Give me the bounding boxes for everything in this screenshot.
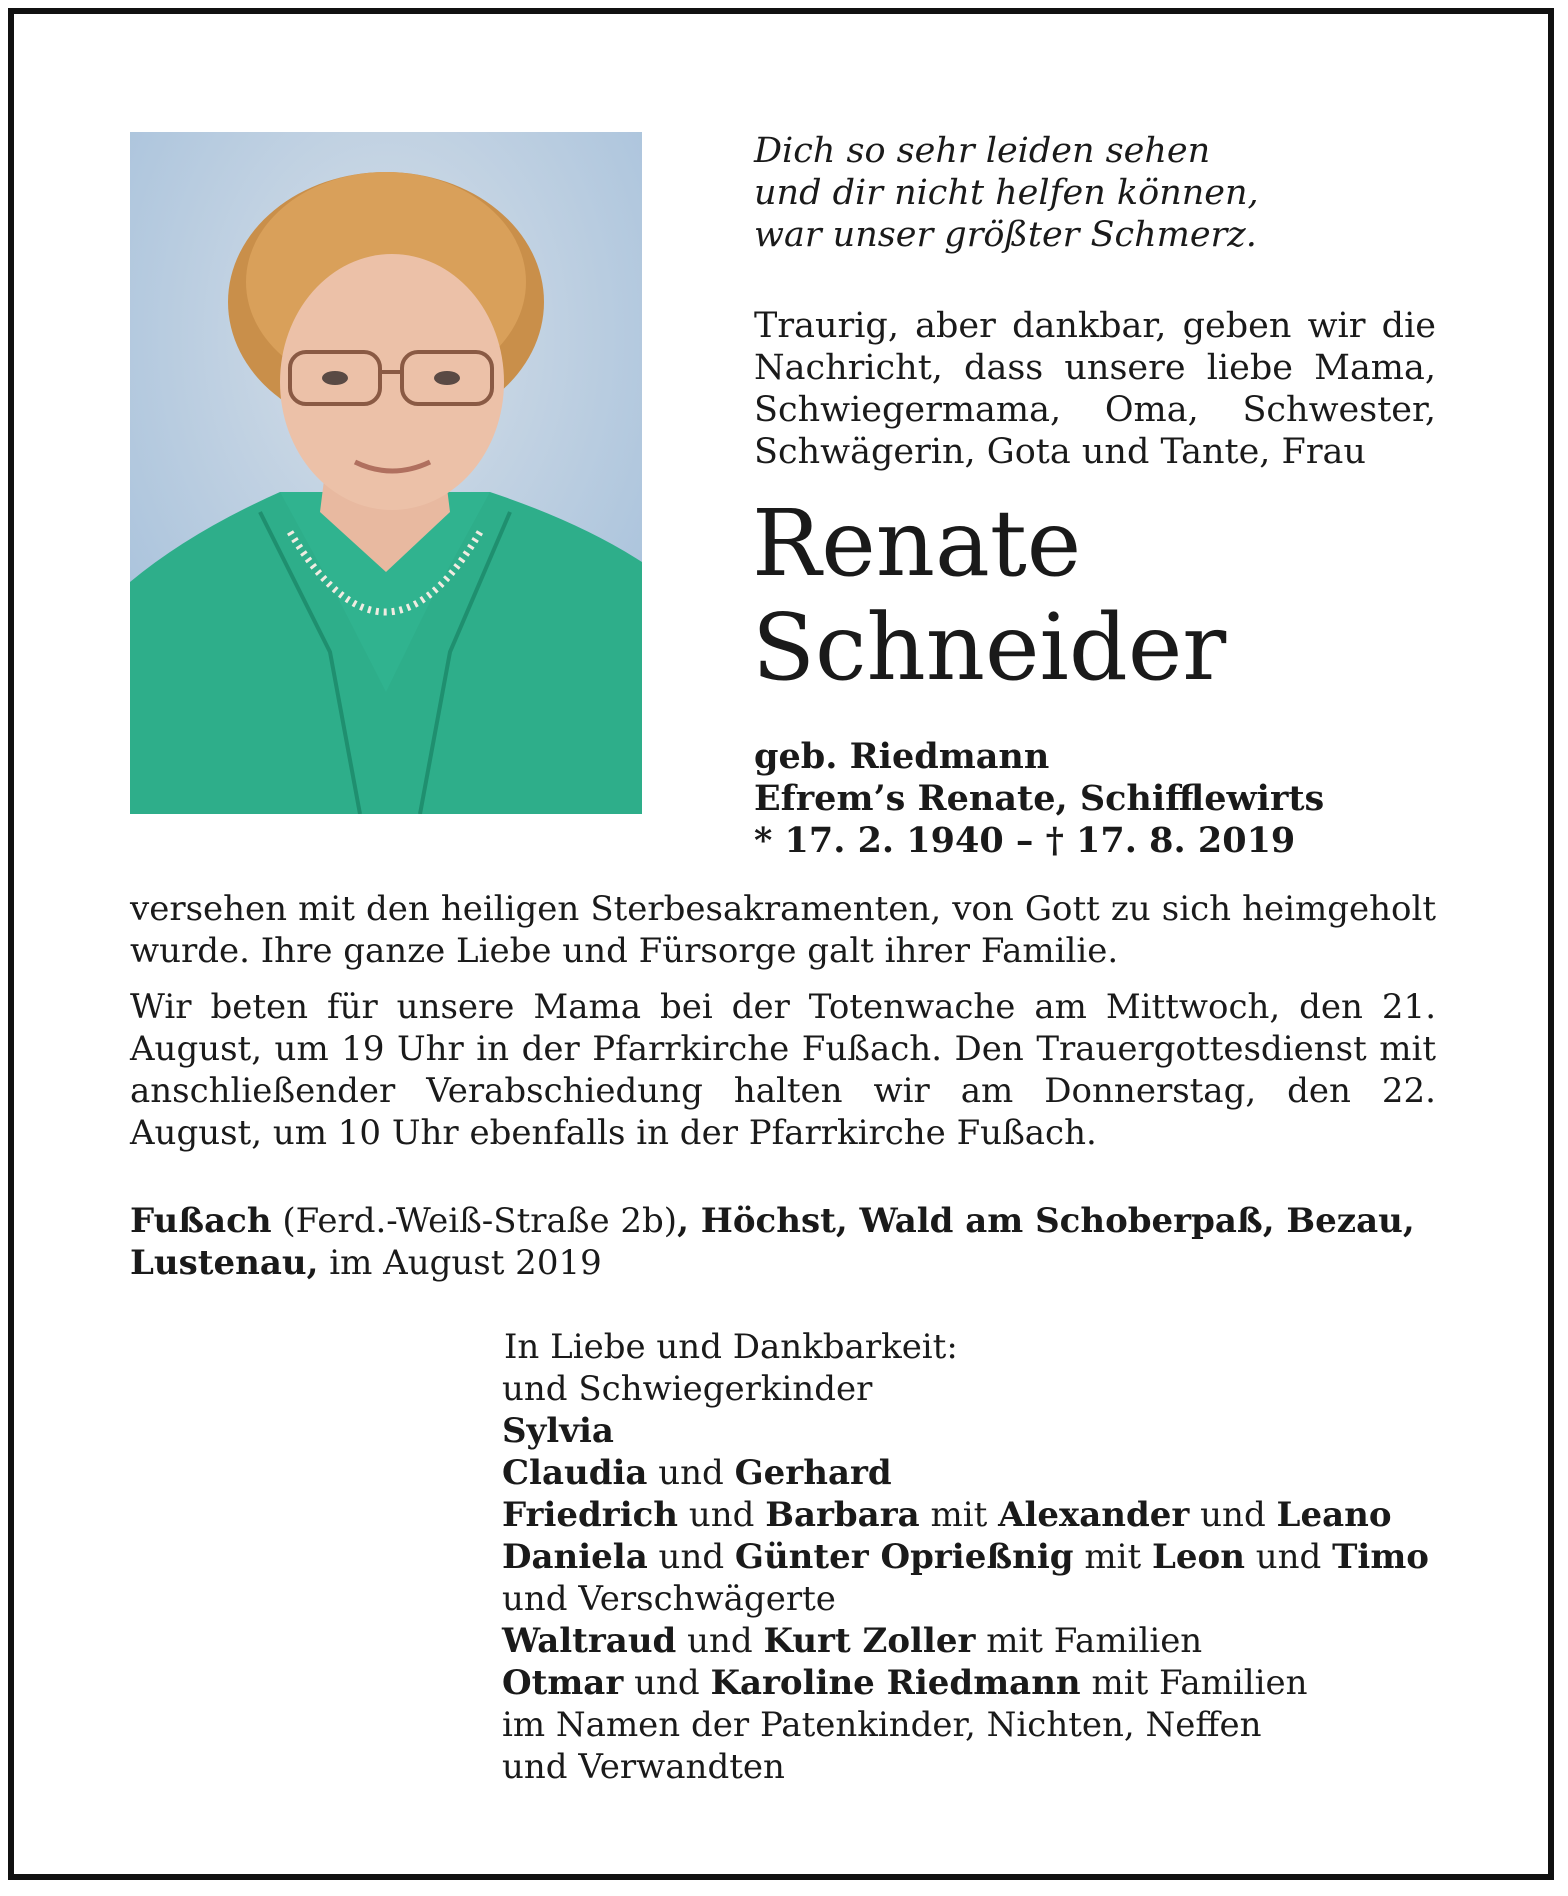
paragraph-services: Wir beten für unsere Mama bei der Totenwache am Mittwoch, den 21. August, um 19 Uhr in der Pfarrkirche Fußach. Den Trauergottesdienst mit anschließender Verabschiedung halten wir am Donnerstag, den 22. August, um 10 Uhr ebenfalls in der Pfarrkirche Fußach. [130,987,1436,1153]
born-name: geb. Riedmann [754,736,1050,777]
group-rest: und Verschwägerte [502,1579,836,1619]
final-line-text: im Namen der Patenkinder, Nichten, Neffen [502,1705,1262,1745]
connector: mit [930,1495,988,1535]
signer-name: Karoline Riedmann [710,1663,1081,1703]
signer-name: Barbara [765,1495,920,1535]
towns-list: , Höchst, Wald am Schoberpaß, Bezau, Lustenau, [130,1201,1415,1283]
poem-line: Dich so sehr leiden sehen [754,131,1211,171]
connector: und [658,1537,725,1577]
final-line-text: und Verwandten [502,1747,785,1787]
connector: und [1255,1537,1322,1577]
connector: und [687,1621,753,1661]
first-name: Renate [752,490,1082,597]
signer-name: Daniela [502,1537,648,1577]
signer-name: Leon [1151,1537,1245,1577]
last-name: Schneider [752,594,1227,701]
places-line [130,1200,1436,1284]
connector: mit [1084,1537,1142,1577]
deceased-name [752,492,1226,700]
connector: und [1200,1495,1266,1535]
connector: und [688,1495,755,1535]
signer-suffix: mit Familien [986,1621,1203,1661]
group-rest: und Schwiegerkinder [502,1369,873,1409]
address: (Ferd.-Weiß-Straße 2b) [271,1201,678,1241]
signer-name: Sylvia [502,1411,614,1451]
signer-name: Timo [1332,1537,1429,1577]
portrait-photo [130,132,642,814]
intro-text: Traurig, aber dankbar, geben wir die Nachricht, dass unsere liebe Mama, Schwiegermama, Oma, Schwester, Schwägerin, Gota und Tante, Frau [754,306,1436,472]
name-details [754,736,1324,862]
signer-name: Friedrich [502,1495,679,1535]
place-date: im August 2019 [318,1243,602,1283]
signer-name: Waltraud [502,1621,677,1661]
signer-name: Günter Oprießnig [734,1537,1074,1577]
signer-name: Gerhard [734,1453,892,1493]
paragraph-passing: versehen mit den heiligen Sterbesakramenten, von Gott zu sich heimgeholt wurde. Ihre ganze Liebe und Fürsorge galt ihrer Familie. [130,889,1436,971]
signer-name: Leano [1276,1495,1392,1535]
signer-name: Claudia [502,1453,648,1493]
signer-name: Kurt Zoller [763,1621,976,1661]
closing-phrase: In Liebe und Dankbarkeit: [504,1327,958,1367]
poem-line: und dir nicht helfen können, [754,173,1259,213]
signer-suffix: mit Familien [1091,1663,1308,1703]
signer-name: Alexander [998,1495,1190,1535]
poem-line: war unser größter Schmerz. [754,215,1257,255]
life-dates: * 17. 2. 1940 – † 17. 8. 2019 [754,820,1296,861]
signer-name: Otmar [502,1663,624,1703]
town-main: Fußach [130,1201,272,1241]
nickname: Efrem’s Renate, Schifflewirts [754,778,1325,819]
poem [754,130,1259,256]
connector: und [634,1663,700,1703]
connector: und [658,1453,724,1493]
